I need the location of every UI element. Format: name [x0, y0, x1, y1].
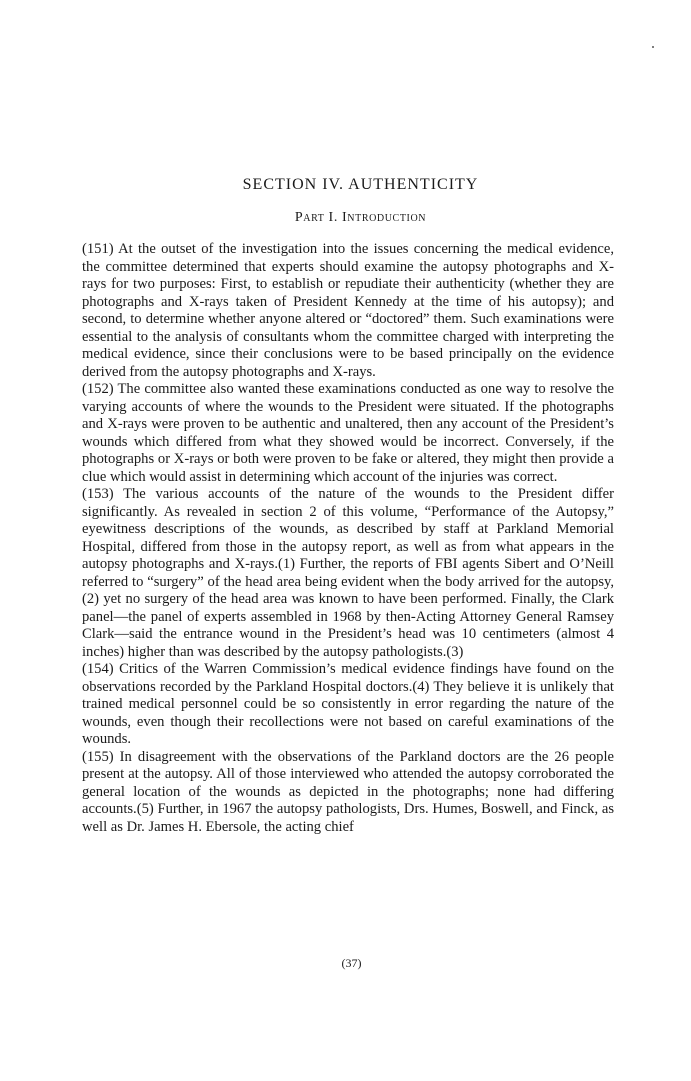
- paragraph-155: (155) In disagreement with the observations of the Parkland doctors are the 26 people present at the autopsy. All of those interviewed who attended the autopsy corroborated the general location of the wounds as depicted in the photographs; none had differing accounts.(5) Further, in 1967 the autopsy pathologists, Drs. Humes, Boswell, and Finck, as well as Dr. James H. Ebersole, the acting chief: [82, 748, 614, 835]
- paragraph-153: (153) The various accounts of the nature of the wounds to the President differ significantly. As revealed in section 2 of this volume, “Performance of the Autopsy,” eyewitness descriptions of the wounds, as described by staff at Parkland Memorial Hospital, differed from those in the autopsy report, as well as from what appears in the autopsy photographs and X-rays.(1) Further, the reports of FBI agents Sibert and O’Neill referred to “surgery” of the head area being evident when the body arrived for the autopsy,(2) yet no surgery of the head area was known to have been performed. Finally, the Clark panel—the panel of experts assembled in 1968 by then-Acting Attorney General Ramsey Clark—said the entrance wound in the President’s head was 10 centimeters (almost 4 inches) higher than was described by the autopsy pathologists.(3): [82, 486, 614, 660]
- ink-speck: [652, 46, 654, 48]
- section-title: SECTION IV. AUTHENTICITY: [242, 176, 479, 193]
- paragraph-152: (152) The committee also wanted these examinations conducted as one way to resolve the varying accounts of where the wounds to the President were situated. If the photographs and X-rays were proven to be authentic and unaltered, then any account of the President’s wounds which differed from what they showed would be incorrect. Conversely, if the photographs or X-rays or both were proven to be fake or altered, they might then provide a clue which would assist in determining which account of the injuries was correct.: [82, 381, 614, 485]
- page-number: (37): [341, 956, 362, 970]
- body-text: [82, 241, 614, 836]
- paragraph-154: (154) Critics of the Warren Commission’s medical evidence findings have found on the observations recorded by the Parkland Hospital doctors.(4) They believe it is unlikely that trained medical personnel could be so consistently in error regarding the nature of the wounds, even though their recollections were not based on careful examinations of the wounds.: [82, 661, 614, 747]
- paragraph-151: (151) At the outset of the investigation into the issues concerning the medical evidence, the committee determined that experts should examine the autopsy photographs and X-rays for two purposes: First, to establish or repudiate their authenticity (whether they are photographs and X-rays taken of President Kennedy at the time of his autopsy); and second, to determine whether anyone altered or “doctored” them. Such examinations were essential to the analysis of consultants whom the committee charged with interpreting the medical evidence, since their conclusions were to be based principally on the evidence derived from the autopsy photographs and X-rays.: [82, 241, 614, 380]
- part-title: Part I. Introduction: [294, 210, 427, 225]
